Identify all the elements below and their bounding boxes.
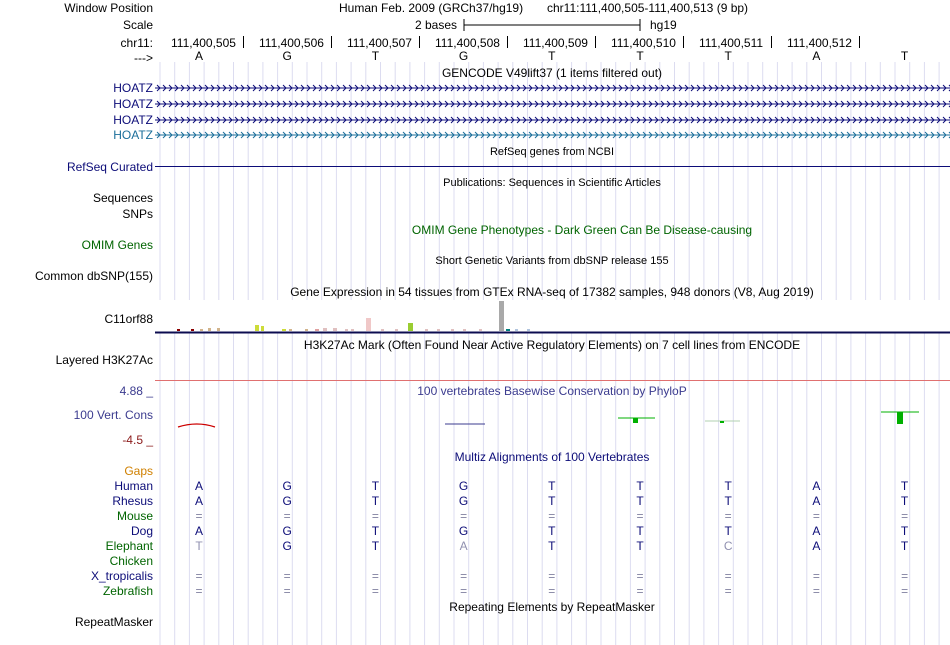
multiz-base: T bbox=[371, 479, 380, 493]
multiz-species-label[interactable]: X_tropicalis bbox=[90, 569, 153, 583]
phylop-signal[interactable] bbox=[155, 405, 950, 435]
multiz-base: = bbox=[371, 584, 379, 598]
multiz-base: = bbox=[901, 569, 909, 583]
gtex-expression-bars[interactable] bbox=[155, 298, 950, 336]
multiz-base: = bbox=[548, 569, 556, 583]
multiz-base: = bbox=[283, 509, 291, 523]
gencode-item-label-3[interactable]: HOATZ bbox=[113, 113, 153, 127]
multiz-species-label[interactable]: Human bbox=[114, 479, 153, 493]
multiz-base: = bbox=[371, 569, 379, 583]
gtex-bar bbox=[506, 329, 510, 331]
gencode-item-label-2[interactable]: HOATZ bbox=[113, 97, 153, 111]
track-image-area[interactable] bbox=[155, 0, 950, 645]
ruler-base: T bbox=[371, 49, 380, 63]
gencode-item-label-1[interactable]: HOATZ bbox=[113, 81, 153, 95]
gtex-bar bbox=[408, 323, 413, 331]
multiz-base: T bbox=[724, 479, 732, 493]
multiz-base: T bbox=[371, 494, 380, 508]
multiz-base: T bbox=[636, 494, 644, 508]
gtex-bar bbox=[333, 328, 337, 331]
strand-label: ---> bbox=[134, 51, 153, 65]
multiz-base: = bbox=[548, 584, 556, 598]
multiz-base: T bbox=[900, 494, 909, 508]
gtex-bar bbox=[255, 325, 259, 331]
ruler-position-label: 111,400,512 bbox=[787, 36, 852, 50]
h3k27ac-baseline bbox=[155, 380, 950, 381]
multiz-base: = bbox=[548, 509, 556, 523]
multiz-base: T bbox=[548, 524, 556, 538]
multiz-base: = bbox=[812, 509, 820, 523]
multiz-base: G bbox=[458, 524, 469, 538]
gtex-bar bbox=[463, 329, 466, 331]
phylop-positive-bar bbox=[633, 418, 638, 423]
refseq-track-label[interactable]: RefSeq Curated bbox=[66, 160, 153, 174]
omim-track-title: OMIM Gene Phenotypes - Dark Green Can Be Disease-causing bbox=[411, 223, 753, 237]
sequences-track-label[interactable]: Sequences bbox=[92, 191, 153, 205]
multiz-base: = bbox=[636, 509, 644, 523]
position-range: chr11:111,400,505-111,400,513 (9 bp) bbox=[547, 1, 749, 15]
multiz-base: T bbox=[724, 524, 732, 538]
multiz-track-title: Multiz Alignments of 100 Vertebrates bbox=[454, 450, 650, 464]
gtex-bar bbox=[479, 329, 482, 331]
repeatmasker-track-title: Repeating Elements by RepeatMasker bbox=[449, 600, 655, 614]
ruler-tick bbox=[331, 36, 332, 48]
multiz-species-label[interactable]: Elephant bbox=[105, 539, 153, 553]
multiz-species-label[interactable]: Dog bbox=[130, 524, 153, 538]
multiz-base: = bbox=[636, 569, 644, 583]
multiz-gaps-label: Gaps bbox=[124, 464, 153, 478]
multiz-base: T bbox=[548, 494, 556, 508]
track-labels-column bbox=[0, 0, 155, 645]
ruler-base: G bbox=[458, 49, 469, 63]
scale-bar bbox=[463, 18, 643, 32]
ruler-tick bbox=[507, 36, 508, 48]
multiz-base: T bbox=[724, 494, 732, 508]
multiz-species-label[interactable]: Mouse bbox=[116, 509, 153, 523]
phylop-positive-bar bbox=[720, 421, 724, 423]
multiz-base: = bbox=[283, 569, 291, 583]
phylop-track-label[interactable]: 100 Vert. Cons bbox=[73, 408, 153, 422]
snps-track-label[interactable]: SNPs bbox=[122, 207, 153, 221]
multiz-base: = bbox=[195, 584, 203, 598]
gtex-bar bbox=[381, 329, 384, 331]
gencode-gene-row[interactable] bbox=[155, 83, 950, 93]
gtex-bar bbox=[351, 329, 354, 331]
ruler-position-label: 111,400,508 bbox=[435, 36, 500, 50]
gencode-track-title: GENCODE V49lift37 (1 items filtered out) bbox=[441, 66, 663, 80]
multiz-base: G bbox=[458, 479, 469, 493]
multiz-base: A bbox=[812, 539, 821, 553]
phylop-max-label: 4.88 _ bbox=[119, 384, 153, 398]
multiz-base: C bbox=[723, 539, 733, 553]
multiz-base: = bbox=[371, 509, 379, 523]
refseq-track-title: RefSeq genes from NCBI bbox=[489, 146, 615, 158]
multiz-base: = bbox=[636, 584, 644, 598]
gtex-bar bbox=[289, 329, 292, 331]
ruler-base: T bbox=[548, 49, 556, 63]
multiz-base: = bbox=[460, 584, 468, 598]
chrom-label: chr11: bbox=[120, 36, 153, 50]
gtex-bar bbox=[515, 329, 518, 331]
gtex-bar bbox=[208, 328, 211, 331]
phylop-track-title: 100 vertebrates Basewise Conservation by PhyloP bbox=[417, 384, 687, 398]
phylop-min-label: -4.5 _ bbox=[122, 433, 153, 447]
multiz-base: = bbox=[460, 569, 468, 583]
multiz-base: T bbox=[371, 539, 380, 553]
multiz-base: A bbox=[194, 494, 203, 508]
multiz-species-label[interactable]: Rhesus bbox=[112, 494, 153, 508]
gtex-bar bbox=[217, 328, 220, 331]
multiz-base: T bbox=[548, 479, 556, 493]
ruler-base: G bbox=[282, 49, 292, 63]
gtex-bar bbox=[200, 329, 203, 331]
multiz-base: T bbox=[636, 539, 644, 553]
multiz-base: = bbox=[724, 569, 732, 583]
gtex-bar bbox=[366, 318, 371, 331]
phylop-positive-bar bbox=[897, 412, 903, 424]
gtex-bar bbox=[451, 329, 454, 331]
multiz-base: G bbox=[282, 524, 292, 538]
ruler-tick bbox=[683, 36, 684, 48]
multiz-base: = bbox=[195, 509, 203, 523]
gtex-bar bbox=[527, 329, 530, 331]
multiz-base: = bbox=[460, 509, 468, 523]
dbsnp-track-label[interactable]: Common dbSNP(155) bbox=[34, 269, 153, 283]
gencode-gene-row[interactable] bbox=[155, 99, 950, 109]
dbsnp-track-title: Short Genetic Variants from dbSNP release 155 bbox=[435, 255, 669, 267]
publications-track-title: Publications: Sequences in Scientific Articles bbox=[443, 177, 661, 189]
ruler-position-label: 111,400,507 bbox=[347, 36, 412, 50]
gtex-track-title: Gene Expression in 54 tissues from GTEx RNA-seq of 17382 samples, 948 donors (V8, Aug 2019) bbox=[290, 285, 814, 299]
gtex-bar bbox=[425, 329, 428, 331]
ruler-tick bbox=[595, 36, 596, 48]
gtex-bar bbox=[499, 301, 504, 331]
multiz-base: T bbox=[371, 524, 380, 538]
scale-db: hg19 bbox=[650, 18, 677, 32]
gtex-bar bbox=[282, 329, 286, 331]
scale-text: 2 bases bbox=[415, 18, 458, 32]
ruler-tick bbox=[419, 36, 420, 48]
gtex-bar bbox=[395, 329, 398, 331]
ruler-base: T bbox=[724, 49, 732, 63]
multiz-base: T bbox=[548, 539, 556, 553]
multiz-base: A bbox=[812, 479, 821, 493]
multiz-species-label[interactable]: Chicken bbox=[109, 554, 153, 568]
gencode-gene-row[interactable] bbox=[155, 115, 950, 125]
omim-track-label[interactable]: OMIM Genes bbox=[81, 238, 153, 252]
multiz-base: A bbox=[194, 479, 203, 493]
multiz-base: A bbox=[459, 539, 468, 553]
multiz-base: T bbox=[900, 479, 909, 493]
h3k27ac-track-label[interactable]: Layered H3K27Ac bbox=[55, 353, 153, 367]
gtex-bar bbox=[305, 329, 308, 331]
multiz-base: = bbox=[812, 569, 820, 583]
multiz-base: T bbox=[900, 539, 909, 553]
gencode-gene-row[interactable] bbox=[155, 130, 950, 140]
ruler-position-label: 111,400,511 bbox=[699, 36, 764, 50]
ruler-position-label: 111,400,506 bbox=[259, 36, 324, 50]
ruler-position-label: 111,400,505 bbox=[171, 36, 236, 50]
multiz-base: = bbox=[812, 584, 820, 598]
gtex-bar bbox=[345, 329, 348, 331]
multiz-base: = bbox=[901, 584, 909, 598]
multiz-base: G bbox=[282, 539, 292, 553]
scale-label: Scale bbox=[122, 18, 153, 32]
multiz-base: G bbox=[282, 479, 292, 493]
h3k27ac-track-title: H3K27Ac Mark (Often Found Near Active Regulatory Elements) on 7 cell lines from ENCODE bbox=[303, 338, 801, 352]
gtex-bar bbox=[437, 329, 440, 331]
phylop-negative-segment bbox=[178, 424, 215, 427]
multiz-base: T bbox=[636, 524, 644, 538]
ruler-base: A bbox=[194, 49, 203, 63]
gtex-track-label[interactable]: C11orf88 bbox=[104, 312, 153, 326]
ruler-base: A bbox=[812, 49, 821, 63]
repeatmasker-track-label[interactable]: RepeatMasker bbox=[74, 615, 153, 629]
window-position-label: Window Position bbox=[64, 1, 153, 15]
multiz-base: G bbox=[458, 494, 469, 508]
gencode-item-label-4[interactable]: HOATZ bbox=[113, 128, 153, 142]
multiz-base: T bbox=[636, 479, 644, 493]
gtex-bar bbox=[191, 329, 194, 331]
multiz-base: G bbox=[282, 494, 292, 508]
multiz-base: T bbox=[900, 524, 909, 538]
ruler-base: T bbox=[900, 49, 909, 63]
ruler-tick bbox=[771, 36, 772, 48]
multiz-base: T bbox=[195, 539, 203, 553]
ruler-base: T bbox=[636, 49, 644, 63]
ruler-position-label: 111,400,509 bbox=[523, 36, 588, 50]
multiz-base: = bbox=[724, 509, 732, 523]
multiz-species-label[interactable]: Zebrafish bbox=[102, 584, 153, 598]
ruler-position-label: 111,400,510 bbox=[611, 36, 676, 50]
gtex-bar bbox=[177, 329, 180, 331]
multiz-base: A bbox=[194, 524, 203, 538]
multiz-base: A bbox=[812, 524, 821, 538]
multiz-base: = bbox=[283, 584, 291, 598]
gtex-bar bbox=[315, 329, 319, 331]
gtex-bar bbox=[323, 328, 327, 331]
multiz-base: = bbox=[195, 569, 203, 583]
multiz-base: A bbox=[812, 494, 821, 508]
assembly-title: Human Feb. 2009 (GRCh37/hg19) bbox=[339, 1, 524, 15]
ruler-tick bbox=[243, 36, 244, 48]
refseq-gene-line[interactable] bbox=[155, 166, 950, 167]
ruler-tick bbox=[859, 36, 860, 48]
multiz-base: = bbox=[901, 509, 909, 523]
multiz-base: = bbox=[724, 584, 732, 598]
gtex-bar bbox=[261, 326, 264, 331]
